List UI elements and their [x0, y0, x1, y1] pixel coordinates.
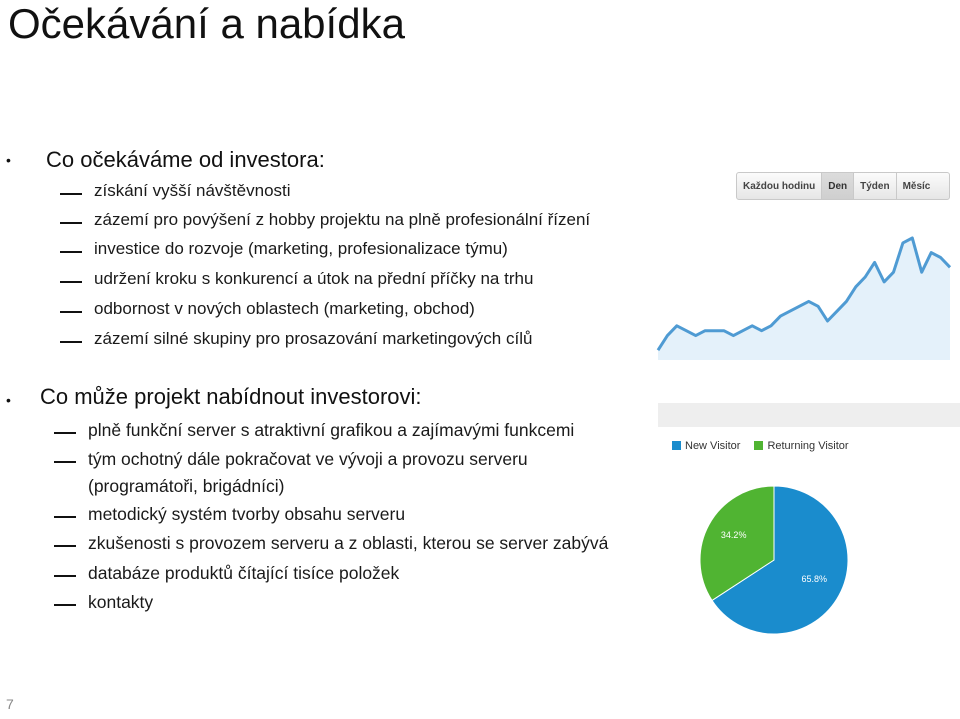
dash-icon	[60, 193, 82, 195]
dash-icon	[60, 222, 82, 224]
bullet-1: •	[6, 152, 11, 168]
section2-item: kontakty	[88, 592, 154, 612]
dash-icon	[54, 545, 76, 547]
period-button-week[interactable]: Týden	[854, 173, 896, 199]
pie-legend	[672, 440, 849, 452]
section1-item: zázemí silné skupiny pro prosazování marketingových cílů	[94, 329, 533, 348]
dash-icon	[60, 311, 82, 313]
dash-icon	[54, 461, 76, 463]
section1-item: investice do rozvoje (marketing, profesionalizace týmu)	[94, 239, 508, 258]
period-button-month[interactable]: Měsíc	[902, 180, 931, 192]
legend-item-new-visitor	[672, 440, 740, 452]
section1-item: zázemí pro povýšení z hobby projektu na plně profesionální řízení	[94, 210, 591, 229]
period-button-day[interactable]: Den	[822, 173, 854, 199]
section1-item: získání vyšší návštěvnosti	[94, 181, 291, 200]
period-button-group	[736, 172, 950, 200]
page-number: 7	[6, 696, 14, 712]
section2-item-continued: (programátoři, brigádníci)	[88, 476, 285, 496]
page-title: Očekávání a nabídka	[8, 0, 405, 47]
section1-heading: Co očekáváme od investora:	[46, 147, 325, 172]
legend-label: Returning Visitor	[767, 440, 849, 452]
visitor-pie-chart	[700, 455, 860, 645]
section1-item: udržení kroku s konkurencí a útok na přední příčky na trhu	[94, 269, 534, 288]
section2-item: tým ochotný dále pokračovat ve vývoji a provozu serveru	[88, 449, 528, 469]
legend-item-returning-visitor	[754, 440, 848, 452]
legend-swatch	[672, 441, 681, 450]
section2-item: plně funkční server s atraktivní grafikou a zajímavými funkcemi	[88, 420, 575, 440]
section2-item: zkušenosti s provozem serveru a z oblasti, kterou se server zabývá	[88, 533, 609, 553]
bullet-2: •	[6, 392, 11, 408]
section2-heading: Co může projekt nabídnout investorovi:	[40, 384, 422, 409]
pie-slice-label: 34.2%	[720, 530, 747, 541]
dash-icon	[60, 281, 82, 283]
dash-icon	[54, 432, 76, 434]
period-button-hourly[interactable]: Každou hodinu	[737, 173, 822, 199]
dash-icon	[54, 575, 76, 577]
legend-header-bar	[658, 403, 960, 427]
pie-slice-label: 65.8%	[801, 573, 828, 584]
legend-label: New Visitor	[685, 440, 741, 452]
line-chart-area	[658, 238, 950, 360]
visits-line-chart	[656, 232, 960, 364]
section2-item: databáze produktů čítající tisíce položek	[88, 563, 400, 583]
section2-item: metodický systém tvorby obsahu serveru	[88, 504, 406, 524]
dash-icon	[54, 604, 76, 606]
dash-icon	[60, 251, 82, 253]
dash-icon	[54, 516, 76, 518]
section1-item: odbornost v nových oblastech (marketing, obchod)	[94, 299, 475, 318]
legend-swatch	[754, 441, 763, 450]
dash-icon	[60, 341, 82, 343]
